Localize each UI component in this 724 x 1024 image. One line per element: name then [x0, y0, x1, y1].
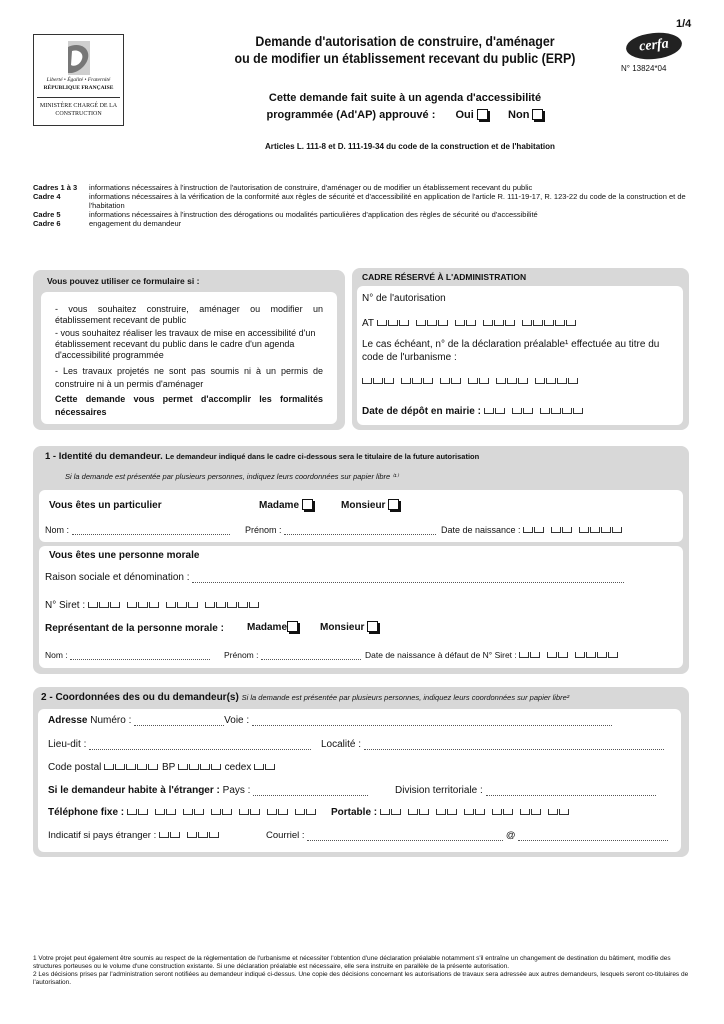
- usage-item-2: - vous souhaitez réaliser les travaux de mise en accessibilité d'un établissement recevant du public dans le cadre d'un agenda d'accessibilité programmée: [55, 328, 316, 360]
- usage-panel: [33, 270, 345, 430]
- declaration-label: Le cas échéant, n° de la déclaration préalable¹ effectuée au titre du code de l'urbanisme :: [362, 339, 660, 363]
- at-field[interactable]: [362, 318, 577, 329]
- usage-conclusion: Cette demande vous permet d'accomplir les formalités nécessaires: [55, 394, 323, 417]
- usage-heading: Vous pouvez utiliser ce formulaire si :: [47, 276, 200, 286]
- representant-label: Représentant de la personne morale :: [45, 623, 224, 634]
- footnote-2: 2 Les décisions prises par l'administration seront notifiées au demandeur indiqué ci-dessus. Une copie des décisions concernant les autorisations de travaux sera adressée aux autres demandeurs, lesquels seront co-titulaires de l'autorisation.: [33, 971, 689, 986]
- usage-item-1: - vous souhaitez construire, aménager ou modifier un établissement recevant de public: [55, 304, 323, 325]
- numero-field[interactable]: Numéro :: [90, 715, 224, 726]
- republic-motto: Liberté • Égalité • Fraternité: [46, 77, 111, 83]
- morale-label: Vous êtes une personne morale: [49, 550, 200, 561]
- nom-field[interactable]: Nom :: [45, 525, 230, 535]
- etranger-row[interactable]: Si le demandeur habite à l'étranger : Pays :: [48, 785, 368, 796]
- admin-box: [357, 286, 683, 425]
- adap-question: [180, 90, 630, 124]
- indicatif-field[interactable]: Indicatif si pays étranger :: [48, 830, 220, 841]
- courriel-field[interactable]: Courriel : @: [266, 830, 668, 841]
- adresse-row: [48, 715, 612, 726]
- cadre-row: Cadre 5 informations nécessaires à l'instruction des dérogations ou modalités particulières d'application des règles de sécurité ou d'accessibilité: [33, 210, 538, 219]
- title-line-2: ou de modifier un établissement recevant du public (ERP): [234, 51, 576, 66]
- section-2-heading: 2 - Coordonnées des ou du demandeur(s) Si la demande est présentée par plusieurs personnes, indiquez leurs coordonnées sur papier libre²: [41, 692, 570, 703]
- morale-box: [39, 546, 683, 668]
- republic-logo: [33, 34, 124, 126]
- depot-label: Date de dépôt en mairie :: [362, 406, 481, 417]
- logo-divider: [37, 97, 120, 98]
- title-line-1: Demande d'autorisation de construire, d'aménager: [255, 34, 555, 49]
- legal-articles: Articles L. 111-8 et D. 111-19-34 du code de la construction et de l'habitation: [264, 141, 556, 151]
- rep-nom-field[interactable]: Nom :: [45, 650, 210, 660]
- cadre-row: Cadre 4 informations nécessaires à la vérification de la conformité aux règles de sécurité et d'accessibilité en application de l'article R. 111-19-17, R. 123-22 du code de la construction et de l'habitation: [33, 192, 686, 210]
- raison-field[interactable]: Raison sociale et dénomination :: [45, 572, 624, 583]
- monsieur-checkbox[interactable]: [388, 499, 399, 510]
- admin-panel: [352, 268, 689, 430]
- usage-item-3: - Les travaux projetés ne sont pas soumis ni à un permis de construire ni à un permis d'aménager: [55, 366, 323, 389]
- portable-field[interactable]: Portable :: [331, 807, 570, 818]
- section-1-heading: 1 - Identité du demandeur. Le demandeur indiqué dans le cadre ci-dessous sera le titulaire de la future autorisation: [45, 451, 480, 462]
- section-2-panel: [33, 687, 689, 857]
- particulier-box: [39, 490, 683, 542]
- autorisation-label: N° de l'autorisation: [362, 293, 446, 304]
- bp-label: BP: [161, 762, 176, 773]
- usage-box: [41, 292, 337, 424]
- cadres-list: [33, 183, 693, 228]
- madame-option[interactable]: Madame: [259, 499, 313, 511]
- cedex-label: cedex: [224, 762, 252, 773]
- non-checkbox[interactable]: [532, 109, 543, 120]
- declaration-field[interactable]: [362, 376, 579, 386]
- republic-name: RÉPUBLIQUE FRANÇAISE: [43, 85, 114, 91]
- lieudit-field[interactable]: Lieu-dit :: [48, 739, 311, 750]
- page-number: 1/4: [676, 18, 692, 30]
- rep-madame-checkbox[interactable]: [287, 621, 298, 632]
- cerfa-number: N° 13824*04: [621, 64, 667, 73]
- rep-madame-option[interactable]: Madame: [247, 621, 298, 633]
- rep-monsieur-checkbox[interactable]: [367, 621, 378, 632]
- footnote-1: 1 Votre projet peut également être soumis au respect de la réglementation de l'urbanisme et nécessiter l'obtention d'une déclaration préalable notamment s'il entraîne un changement de destination du bâtiment, modifie des structures porteuses ou le volume d'une construction existante. Si une déclaration préalable est nécessaire, elle sera instruite en parallèle de la présente autorisation.: [33, 955, 671, 970]
- admin-heading: CADRE RÉSERVÉ À L'ADMINISTRATION: [362, 272, 527, 282]
- oui-checkbox[interactable]: [477, 109, 488, 120]
- depot-field[interactable]: [362, 406, 584, 417]
- at-sign: @: [505, 830, 516, 841]
- section-1-note: Le demandeur indiqué dans le cadre ci-dessous sera le titulaire de la future autorisation: [165, 452, 480, 461]
- naissance-field[interactable]: Date de naissance :: [441, 525, 623, 535]
- footnotes: [33, 955, 693, 987]
- coordonnees-box: [38, 709, 681, 852]
- rep-naissance-field[interactable]: Date de naissance à défaut de N° Siret :: [365, 650, 619, 660]
- rep-prenom-field[interactable]: Prénom :: [224, 650, 361, 660]
- adresse-label: Adresse: [48, 715, 88, 726]
- adap-line-2: programmée (Ad'AP) approuvé :: [266, 109, 436, 121]
- particulier-label: Vous êtes un particulier: [49, 500, 162, 511]
- form-title: [198, 33, 612, 67]
- ministry-name: MINISTÈRE CHARGÉ DE LA CONSTRUCTION: [39, 103, 118, 117]
- telephone-field[interactable]: Téléphone fixe :: [48, 807, 317, 818]
- section-2-note: Si la demande est présentée par plusieurs personnes, indiquez leurs coordonnées sur papier libre²: [241, 693, 570, 702]
- rep-monsieur-option[interactable]: Monsieur: [320, 621, 378, 633]
- monsieur-option[interactable]: Monsieur: [341, 499, 399, 511]
- adap-line-1: Cette demande fait suite à un agenda d'accessibilité: [268, 92, 542, 104]
- localite-field[interactable]: Localité :: [321, 739, 664, 750]
- madame-checkbox[interactable]: [302, 499, 313, 510]
- cadre-row: Cadres 1 à 3 informations nécessaires à l'instruction de l'autorisation de construire, d'aménager ou de modifier un établissement recevant du public: [33, 183, 533, 192]
- at-label: AT: [362, 318, 374, 329]
- multi-person-note: Si la demande est présentée par plusieurs personnes, indiquez leurs coordonnées sur papier libre ⁽¹⁾: [65, 472, 399, 481]
- section-1-panel: [33, 446, 689, 674]
- marianne-icon: [46, 41, 112, 75]
- division-field[interactable]: Division territoriale :: [395, 785, 656, 796]
- cerfa-logo: cerfa: [625, 30, 683, 62]
- codepostal-row[interactable]: Code postal BP cedex: [48, 762, 276, 773]
- cadre-row: Cadre 6 engagement du demandeur: [33, 219, 182, 228]
- siret-field[interactable]: N° Siret :: [45, 600, 260, 611]
- non-label: Non: [508, 109, 530, 121]
- oui-label: Oui: [455, 109, 474, 121]
- voie-field[interactable]: Voie :: [224, 715, 612, 726]
- prenom-field[interactable]: Prénom :: [245, 525, 436, 535]
